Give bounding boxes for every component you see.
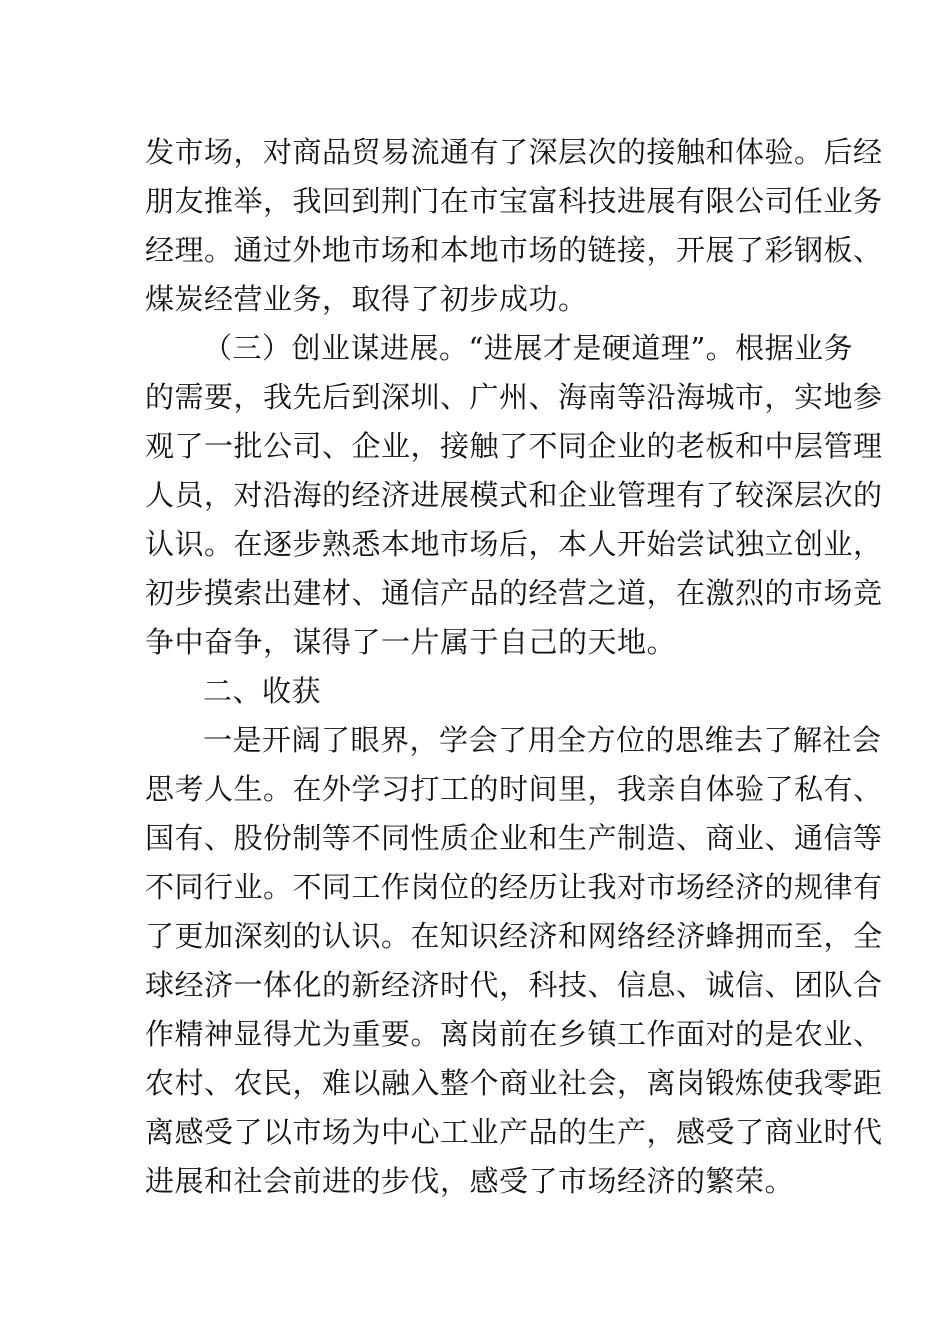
text-line: 认识。在逐步熟悉本地市场后，本人开始尝试独立创业， (145, 527, 883, 561)
text-line: （三）创业谋进展。“进展才是硬道理”。根据业务 (203, 331, 854, 365)
text-line: 争中奋争，谋得了一片属于自己的天地。 (145, 625, 677, 659)
text-line: 的需要，我先后到深圳、广州、海南等沿海城市，实地参 (145, 380, 883, 414)
text-line: 进展和社会前进的步伐，感受了市场经济的繁荣。 (145, 1164, 795, 1198)
text-line: 发市场，对商品贸易流通有了深层次的接触和体验。后经 (145, 135, 883, 169)
text-line: 农村、农民，难以融入整个商业社会，离岗锻炼使我零距 (145, 1066, 883, 1100)
section-heading (145, 667, 807, 716)
text-line: 作精神显得尤为重要。离岗前在乡镇工作面对的是农业、 (145, 1017, 883, 1051)
text-line: 朋友推举，我回到荆门在市宝富科技进展有限公司任业务 (145, 184, 883, 218)
text-line: 人员，对沿海的经济进展模式和企业管理有了较深层次的 (145, 478, 883, 512)
paragraph-1 (145, 128, 883, 324)
text-line: 一是开阔了眼界，学会了用全方位的思维去了解社会 (203, 723, 882, 757)
paragraph-2 (145, 324, 883, 667)
text-line: 球经济一体化的新经济时代，科技、信息、诚信、团队合 (145, 968, 883, 1002)
text-line: 经理。通过外地市场和本地市场的链接，开展了彩钢板、 (145, 233, 883, 267)
text-line: 国有、股份制等不同性质企业和生产制造、商业、通信等 (145, 821, 883, 855)
text-line: 了更加深刻的认识。在知识经济和网络经济蜂拥而至，全 (145, 919, 883, 953)
text-line: 思考人生。在外学习打工的时间里，我亲自体验了私有、 (145, 772, 883, 806)
section-heading-text: 二、收获 (203, 674, 322, 708)
text-line: 煤炭经营业务，取得了初步成功。 (145, 282, 588, 316)
text-line: 初步摸索出建材、通信产品的经营之道，在激烈的市场竞 (145, 576, 883, 610)
document-body (145, 128, 883, 1206)
text-line: 不同行业。不同工作岗位的经历让我对市场经济的规律有 (145, 870, 883, 904)
paragraph-3 (145, 716, 883, 1206)
text-line: 离感受了以市场为中心工业产品的生产，感受了商业时代 (145, 1115, 883, 1149)
text-line: 观了一批公司、企业，接触了不同企业的老板和中层管理 (145, 429, 883, 463)
